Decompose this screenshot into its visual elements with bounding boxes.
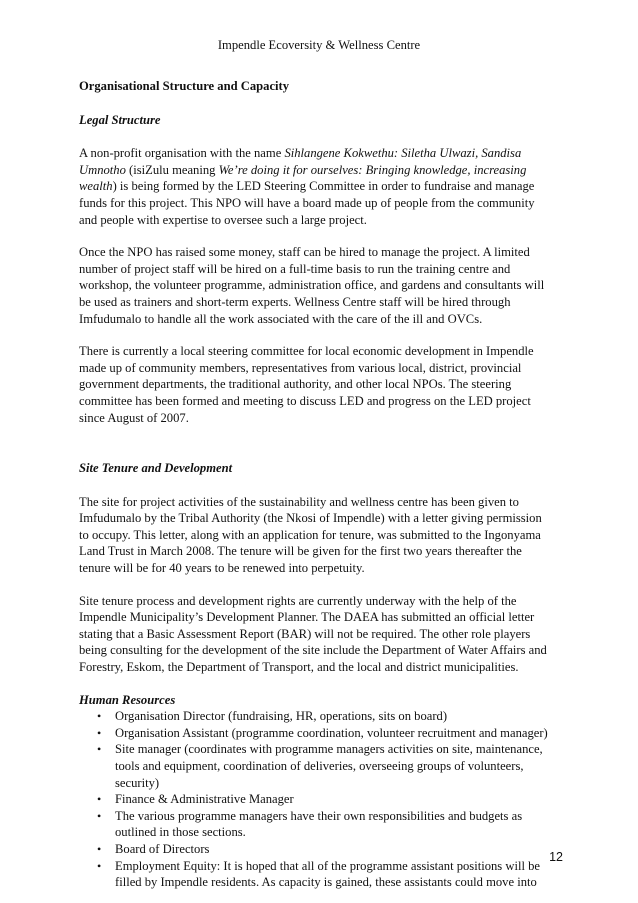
list-item	[79, 741, 551, 791]
list-item-text: The various programme managers have their own responsibilities and budgets as outlined in those sections.	[115, 808, 523, 840]
list-item	[79, 858, 551, 891]
human-resources-list	[79, 708, 551, 891]
list-item	[79, 841, 551, 858]
paragraph-steering-committee: There is currently a local steering committee for local economic development in Impendle made up of community members, representatives from various local, district, provincial government departments, the traditional authority, and other local NPOs. The steering committee has been formed and meeting to discuss LED and progress on the LED project since August of 2007.	[79, 344, 534, 425]
text-run-italic: We’re doing it for ourselves: Bringing knowledge, increasing wealth	[79, 162, 527, 194]
paragraph-npo-formation	[79, 145, 551, 228]
subheading-legal-structure: Legal Structure	[79, 112, 161, 127]
list-item	[79, 708, 551, 725]
list-item-text: Site manager (coordinates with programme managers activities on site, maintenance, tools and equipment, coordination of deliveries, overseeing groups of volunteers, security)	[115, 742, 543, 790]
page-number: 12	[549, 850, 563, 864]
text-run-italic: Sihlangene Kokwethu: Siletha Ulwazi, Sandisa Umnotho	[79, 146, 522, 177]
paragraph-site-permission: The site for project activities of the sustainability and wellness centre has been given to Imfudumalo by the Tribal Authority (the Nkosi of Impendle) with a letter giving permission to occupy. This letter, along with an application for tenure, was submitted to the Ingonyama Land Trust in March 2008. The tenure will be given for the first two years thereafter the tenure will be for 40 years to be renewed into perpetuity.	[79, 494, 542, 576]
list-item	[79, 808, 551, 841]
list-item-text: Board of Directors	[115, 841, 210, 856]
list-item-text: Finance & Administrative Manager	[115, 792, 294, 807]
text-run: A non-profit organisation with the name	[79, 146, 285, 161]
paragraph-development-rights: Site tenure process and development rights are currently underway with the help of the Impendle Municipality’s Development Planner. The DAEA has submitted an official letter stating that a Basic Assessment Report (BAR) will not be required. The other role players being consulting for the development of the site include the Department of Water Affairs and Forestry, Eskom, the Department of Transport, and the local and district municipalities.	[79, 593, 547, 675]
list-item-text: Employment Equity: It is hoped that all of the programme assistant positions will be filled by Impendle residents. As capacity is gained, these assistants could move into	[115, 858, 540, 890]
list-item-text: Organisation Assistant (programme coordination, volunteer recruitment and manager)	[115, 725, 548, 740]
paragraph-staff-hiring: Once the NPO has raised some money, staff can be hired to manage the project. A limited number of project staff will be hired on a full-time basis to run the training centre and workshop, the volunteer programme, administration office, and gardens and consultants will be used as trainers and short-term experts. Wellness Centre staff will be hired through Imfudumalo to handle all the work associated with the care of the ill and OVCs.	[79, 245, 545, 326]
list-item	[79, 791, 551, 808]
bullet-icon: •	[97, 725, 102, 740]
bullet-icon: •	[97, 709, 102, 724]
text-run: (isiZulu meaning	[125, 162, 219, 177]
bullet-icon: •	[97, 808, 102, 823]
section-heading-organisational-structure: Organisational Structure and Capacity	[79, 79, 290, 93]
subheading-site-tenure: Site Tenure and Development	[79, 461, 233, 476]
page-content	[79, 78, 551, 891]
text-run: ) is being formed by the LED Steering Committee in order to fundraise and manage funds for this project. This NPO will have a board made up of people from the community and people with expertise to oversee such a large project.	[79, 179, 535, 227]
bullet-icon: •	[97, 858, 102, 873]
subheading-human-resources: Human Resources	[79, 692, 176, 707]
bullet-icon: •	[97, 742, 102, 757]
spacer	[79, 442, 551, 460]
bullet-icon: •	[97, 841, 102, 856]
running-header: Impendle Ecoversity & Wellness Centre	[217, 38, 421, 52]
bullet-icon: •	[97, 792, 102, 807]
list-item	[79, 725, 551, 742]
list-item-text: Organisation Director (fundraising, HR, operations, sits on board)	[115, 709, 448, 724]
